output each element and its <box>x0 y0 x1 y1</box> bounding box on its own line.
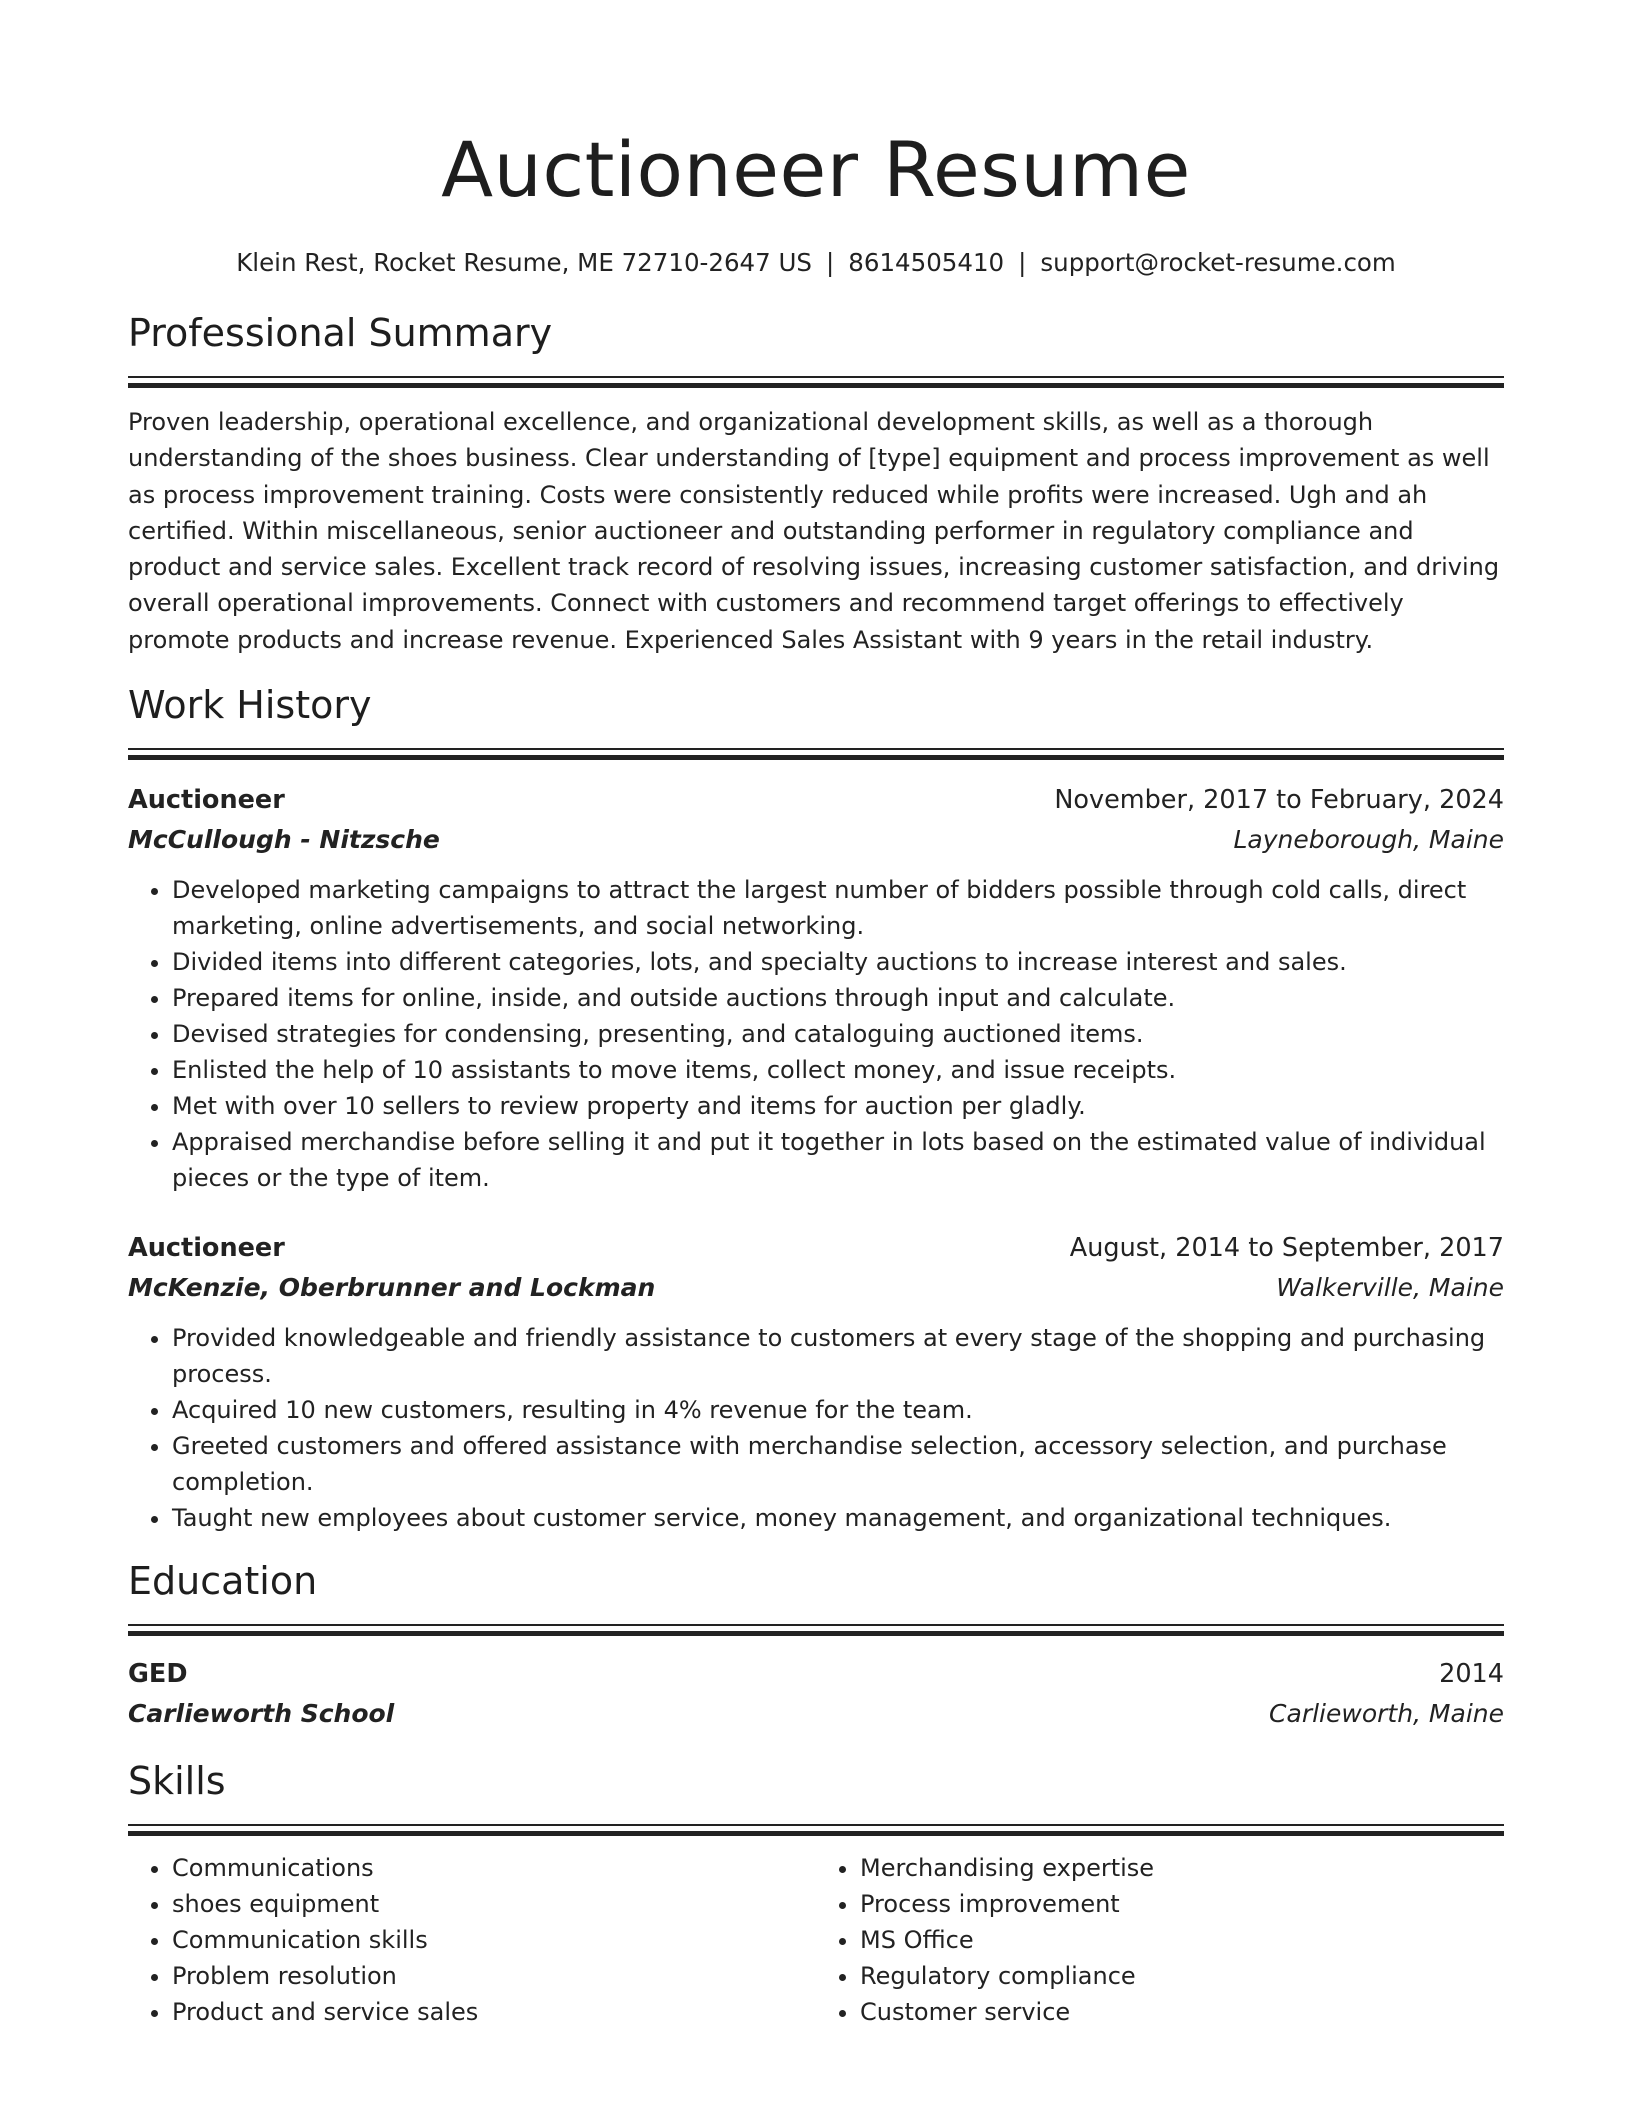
contact-line <box>128 246 1504 280</box>
list-item: • Devised strategies for condensing, presenting, and cataloguing auctioned items. <box>172 1016 1504 1052</box>
job-dates: November, 2017 to February, 2024 <box>1054 785 1504 816</box>
skill-item: • MS Office <box>860 1922 1504 1958</box>
job-company: McCullough - Nitzsche <box>128 825 440 855</box>
skill-item: • Merchandising expertise <box>860 1850 1504 1886</box>
contact-phone: 8614505410 <box>848 248 1005 277</box>
education-degree: GED <box>128 1659 188 1690</box>
list-item: • Greeted customers and offered assistance with merchandise selection, accessory selection, and purchase completion. <box>172 1428 1504 1500</box>
contact-separator: | <box>1018 248 1027 277</box>
list-item: • Met with over 10 sellers to review property and items for auction per gladly. <box>172 1088 1504 1124</box>
skill-item: • Problem resolution <box>172 1958 816 1994</box>
education-entry <box>128 1654 1504 1734</box>
job-location: Walkerville, Maine <box>1276 1273 1504 1303</box>
list-item: • Enlisted the help of 10 assistants to move items, collect money, and issue receipts. <box>172 1052 1504 1088</box>
job-company: McKenzie, Oberbrunner and Lockman <box>128 1273 656 1303</box>
list-item: • Appraised merchandise before selling it and put it together in lots based on the estimated value of individual pieces or the type of item. <box>172 1124 1504 1196</box>
summary-text: Proven leadership, operational excellence, and organizational development skills, as well as a thorough understanding of the shoes business. Clear understanding of [type] equipment and process improvement as well as process improvement training. Costs were consistently reduced while profits were increased. Ugh and ah certified. Within miscellaneous, senior auctioneer and outstanding performer in regulatory compliance and product and service sales. Excellent track record of resolving issues, increasing customer satisfaction, and driving overall operational improvements. Connect with customers and recommend target offerings to effectively promote products and increase revenue. Experienced Sales Assistant with 9 years in the retail industry. <box>128 408 1500 654</box>
job-entry <box>128 780 1504 1196</box>
skill-item: • Communication skills <box>172 1922 816 1958</box>
job-bullets <box>128 1320 1504 1536</box>
list-item: • Divided items into different categories, lots, and specialty auctions to increase interest and sales. <box>172 944 1504 980</box>
section-divider <box>128 748 1504 760</box>
section-heading-skills: Skills <box>128 1759 226 1804</box>
job-entry <box>128 1228 1504 1536</box>
job-title: Auctioneer <box>128 1233 285 1264</box>
skills-columns <box>128 1850 1504 2030</box>
job-dates: August, 2014 to September, 2017 <box>1069 1233 1504 1264</box>
list-item: • Taught new employees about customer service, money management, and organizational techniques. <box>172 1500 1504 1536</box>
job-bullets <box>128 872 1504 1196</box>
education-location: Carlieworth, Maine <box>1269 1699 1504 1729</box>
section-divider <box>128 1824 1504 1836</box>
list-item: • Prepared items for online, inside, and outside auctions through input and calculate. <box>172 980 1504 1016</box>
skills-list-right <box>816 1850 1504 2030</box>
work-history-section <box>128 680 1504 1536</box>
section-heading-summary: Professional Summary <box>128 311 553 355</box>
skills-list-left <box>128 1850 816 2030</box>
skill-item: • Communications <box>172 1850 816 1886</box>
skills-section <box>128 1756 1504 2030</box>
education-year: 2014 <box>1439 1659 1504 1690</box>
job-location: Layneborough, Maine <box>1233 825 1504 855</box>
contact-address: Klein Rest, Rocket Resume, ME 72710-2647 US <box>236 248 812 277</box>
skill-item: • Regulatory compliance <box>860 1958 1504 1994</box>
list-item: • Acquired 10 new customers, resulting in 4% revenue for the team. <box>172 1392 1504 1428</box>
contact-email: support@rocket-resume.com <box>1040 248 1396 277</box>
skill-item: • shoes equipment <box>172 1886 816 1922</box>
section-divider <box>128 1624 1504 1636</box>
skill-item: • Process improvement <box>860 1886 1504 1922</box>
contact-separator: | <box>826 248 835 277</box>
summary-section <box>128 308 1504 658</box>
section-heading-education: Education <box>128 1559 318 1604</box>
education-school: Carlieworth School <box>128 1699 395 1729</box>
section-divider <box>128 376 1504 388</box>
resume-title: Auctioneer Resume <box>441 125 1191 214</box>
education-section <box>128 1556 1504 1734</box>
section-heading-work: Work History <box>128 683 372 728</box>
job-title: Auctioneer <box>128 785 285 816</box>
skill-item: • Customer service <box>860 1994 1504 2030</box>
list-item: • Provided knowledgeable and friendly assistance to customers at every stage of the shopping and purchasing process. <box>172 1320 1504 1392</box>
skill-item: • Product and service sales <box>172 1994 816 2030</box>
list-item: • Developed marketing campaigns to attract the largest number of bidders possible through cold calls, direct marketing, online advertisements, and social networking. <box>172 872 1504 944</box>
